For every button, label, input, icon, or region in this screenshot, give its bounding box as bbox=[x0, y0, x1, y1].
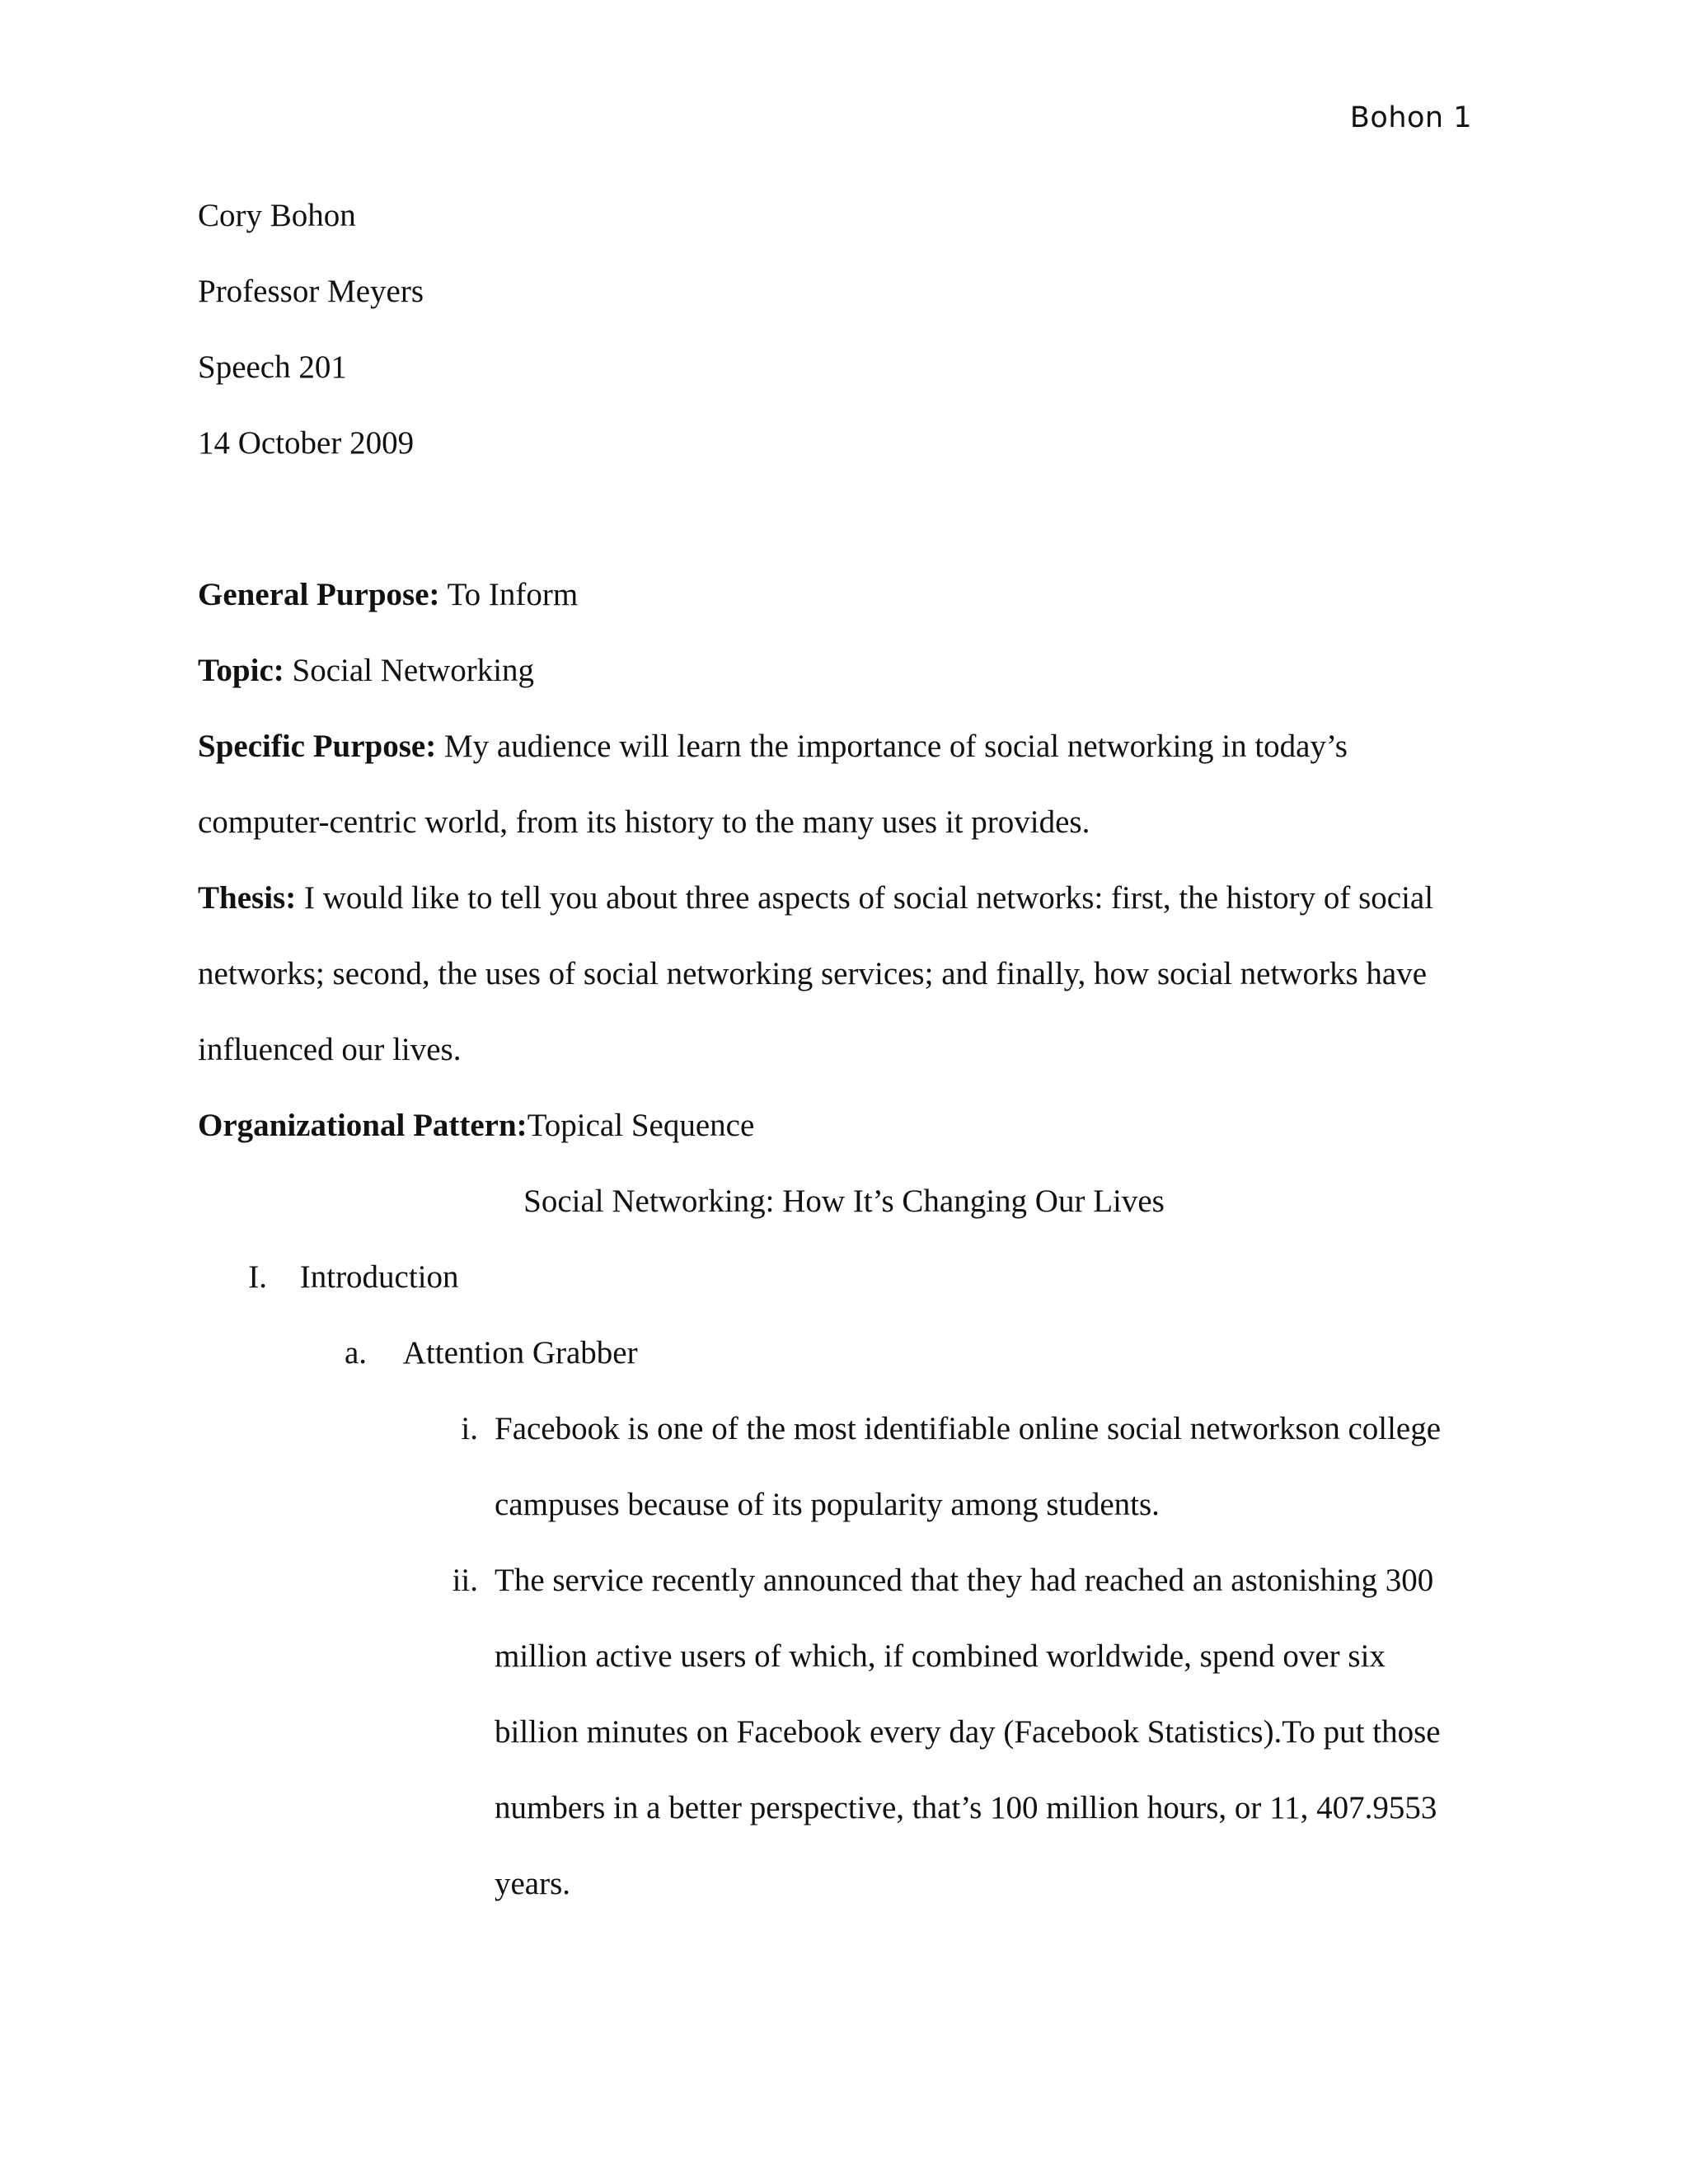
section-label: Introduction bbox=[299, 1259, 459, 1295]
subsection-marker: a. bbox=[344, 1335, 367, 1371]
outline-item-ii bbox=[437, 1543, 1475, 1922]
subsection-label: Attention Grabber bbox=[402, 1335, 638, 1371]
organizational-pattern-value: Topical Sequence bbox=[527, 1108, 755, 1143]
item-i-text bbox=[495, 1391, 1475, 1543]
organizational-pattern-line bbox=[198, 1088, 1500, 1164]
specific-purpose-text-1: My audience will learn the importance of social networking in today’s bbox=[436, 729, 1348, 764]
thesis-text-1: I would like to tell you about three aspects of social networks: first, the history of social bbox=[296, 880, 1434, 916]
item-i-marker: i. bbox=[461, 1411, 478, 1446]
general-purpose-label: General Purpose: bbox=[198, 577, 440, 612]
topic-line bbox=[198, 633, 1500, 709]
speech-title: Social Networking: How It’s Changing Our Lives bbox=[523, 1183, 1165, 1219]
item-ii-marker: ii. bbox=[452, 1563, 478, 1598]
topic-value: Social Networking bbox=[284, 653, 535, 688]
item-ii-line-4: numbers in a better perspective, that’s 100 million hours, or 11, 407.9553 bbox=[495, 1790, 1437, 1825]
item-ii-text bbox=[495, 1543, 1475, 1922]
general-purpose-value: To Inform bbox=[439, 577, 579, 612]
student-info-block bbox=[198, 178, 1500, 481]
section-marker: I. bbox=[248, 1259, 267, 1295]
speech-purpose-block bbox=[198, 557, 1500, 1164]
thesis-line-1 bbox=[198, 860, 1500, 936]
thesis-line-2: networks; second, the uses of social networking services; and finally, how social networks have bbox=[198, 956, 1428, 991]
thesis-label: Thesis: bbox=[198, 880, 297, 916]
topic-label: Topic: bbox=[198, 653, 284, 688]
author-name: Cory Bohon bbox=[198, 198, 356, 233]
item-ii-line-3: billion minutes on Facebook every day (Facebook Statistics).To put those bbox=[495, 1714, 1441, 1750]
item-ii-line-5: years. bbox=[495, 1866, 571, 1901]
item-i-line-2: campuses because of its popularity among students. bbox=[495, 1487, 1160, 1522]
outline-subsection-attention-grabber bbox=[344, 1315, 638, 1391]
page-number-header: Bohon 1 bbox=[1349, 101, 1472, 134]
specific-purpose-line-1 bbox=[198, 709, 1500, 785]
outline-item-i bbox=[437, 1391, 1475, 1543]
item-i-line-1: Facebook is one of the most identifiable online social networkson college bbox=[495, 1411, 1442, 1446]
specific-purpose-line-2: computer-centric world, from its history to the many uses it provides. bbox=[198, 804, 1090, 840]
general-purpose-line bbox=[198, 557, 1500, 633]
outline-section-introduction bbox=[244, 1240, 459, 1315]
professor-name: Professor Meyers bbox=[198, 274, 424, 309]
thesis-line-3: influenced our lives. bbox=[198, 1032, 462, 1067]
organizational-pattern-label: Organizational Pattern: bbox=[198, 1108, 528, 1143]
item-ii-line-1: The service recently announced that they had reached an astonishing 300 bbox=[495, 1563, 1434, 1598]
course-name: Speech 201 bbox=[198, 349, 347, 385]
document-date: 14 October 2009 bbox=[198, 425, 415, 461]
item-ii-line-2: million active users of which, if combined worldwide, spend over six bbox=[495, 1638, 1386, 1674]
specific-purpose-label: Specific Purpose: bbox=[198, 729, 437, 764]
